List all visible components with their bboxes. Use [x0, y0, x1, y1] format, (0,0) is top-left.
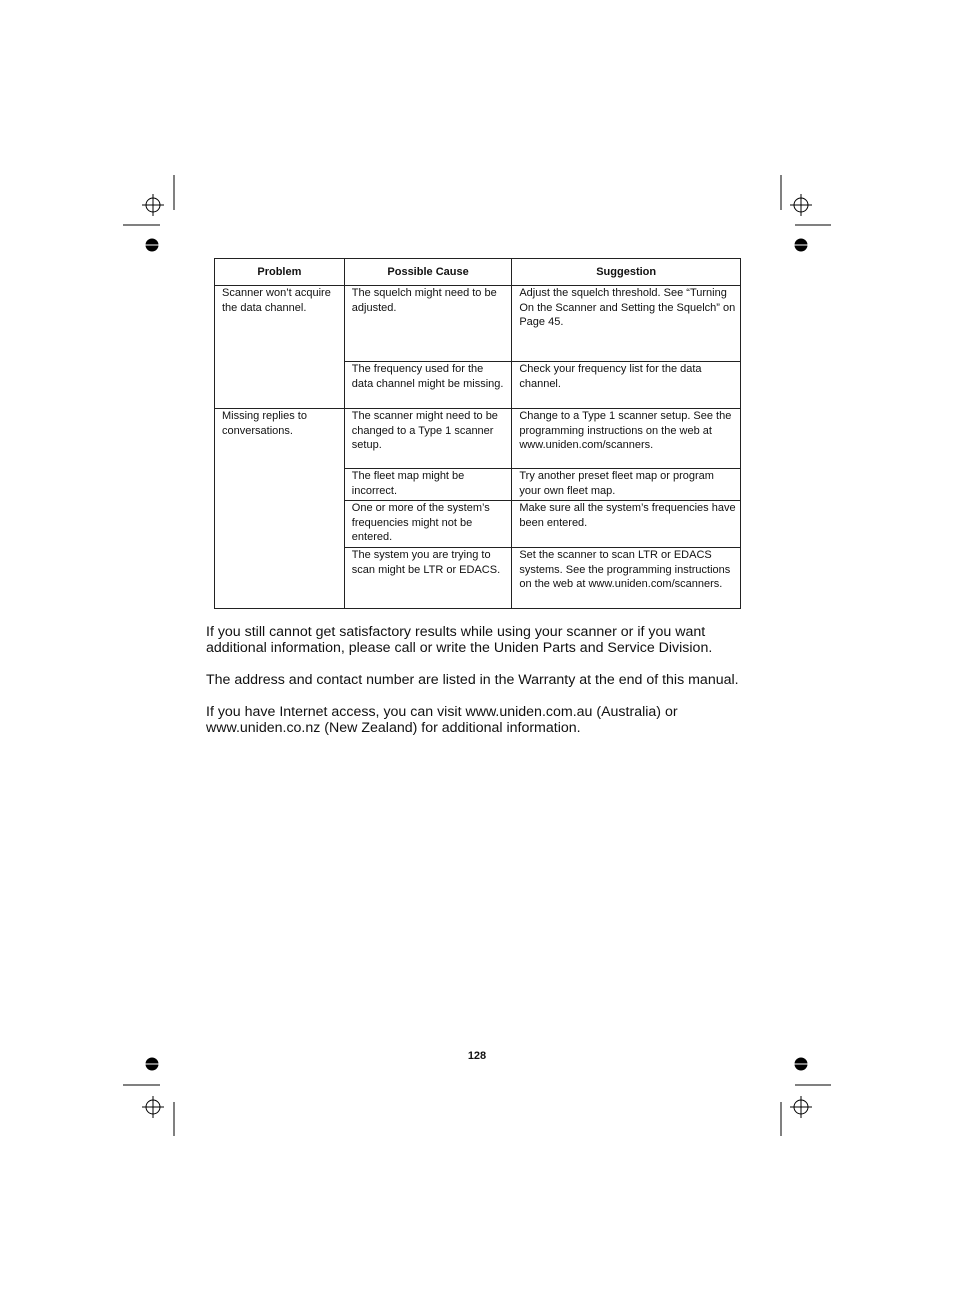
table-header-row [215, 259, 741, 286]
problem-cell: Scanner won’t acquire the data channel. [215, 286, 345, 409]
troubleshooting-table [214, 258, 741, 609]
header-suggestion: Suggestion [512, 259, 741, 286]
header-problem: Problem [215, 259, 345, 286]
page-number: 128 [467, 1050, 487, 1062]
paragraph-support: If you still cannot get satisfactory results while using your scanner or if you want additional information, please call or write the Uniden Parts and Service Division. [206, 624, 713, 656]
registration-mark-top-left [120, 172, 180, 260]
header-possible-cause: Possible Cause [344, 259, 512, 286]
cause-cell: The fleet map might be incorrect. [344, 469, 512, 501]
problem-cell: Missing replies to conversations. [215, 409, 345, 609]
cause-cell: The system you are trying to scan might be LTR or EDACS. [344, 548, 512, 609]
cause-cell: One or more of the system’s frequencies might not be entered. [344, 501, 512, 548]
table-row [215, 286, 741, 362]
cause-cell: The scanner might need to be changed to a Type 1 scanner setup. [344, 409, 512, 469]
registration-mark-bottom-left [120, 1052, 180, 1140]
paragraph-internet: If you have Internet access, you can visit www.uniden.com.au (Australia) or www.uniden.co.nz (New Zealand) for additional information. [206, 704, 678, 736]
paragraph-warranty: The address and contact number are listed in the Warranty at the end of this manual. [206, 672, 739, 688]
suggestion-cell: Adjust the squelch threshold. See “Turning On the Scanner and Setting the Squelch” on Page 45. [512, 286, 741, 362]
suggestion-cell: Change to a Type 1 scanner setup. See the programming instructions on the web at www.uniden.com/scanners. [512, 409, 741, 469]
suggestion-cell: Set the scanner to scan LTR or EDACS systems. See the programming instructions on the web at www.uniden.com/scanners. [512, 548, 741, 609]
registration-mark-bottom-right [775, 1052, 835, 1140]
table-row [215, 409, 741, 469]
cause-cell: The frequency used for the data channel might be missing. [344, 362, 512, 409]
suggestion-cell: Check your frequency list for the data channel. [512, 362, 741, 409]
body-text [206, 624, 746, 752]
cause-cell: The squelch might need to be adjusted. [344, 286, 512, 362]
suggestion-cell: Make sure all the system’s frequencies have been entered. [512, 501, 741, 548]
registration-mark-top-right [775, 172, 835, 260]
suggestion-cell: Try another preset fleet map or program your own fleet map. [512, 469, 741, 501]
